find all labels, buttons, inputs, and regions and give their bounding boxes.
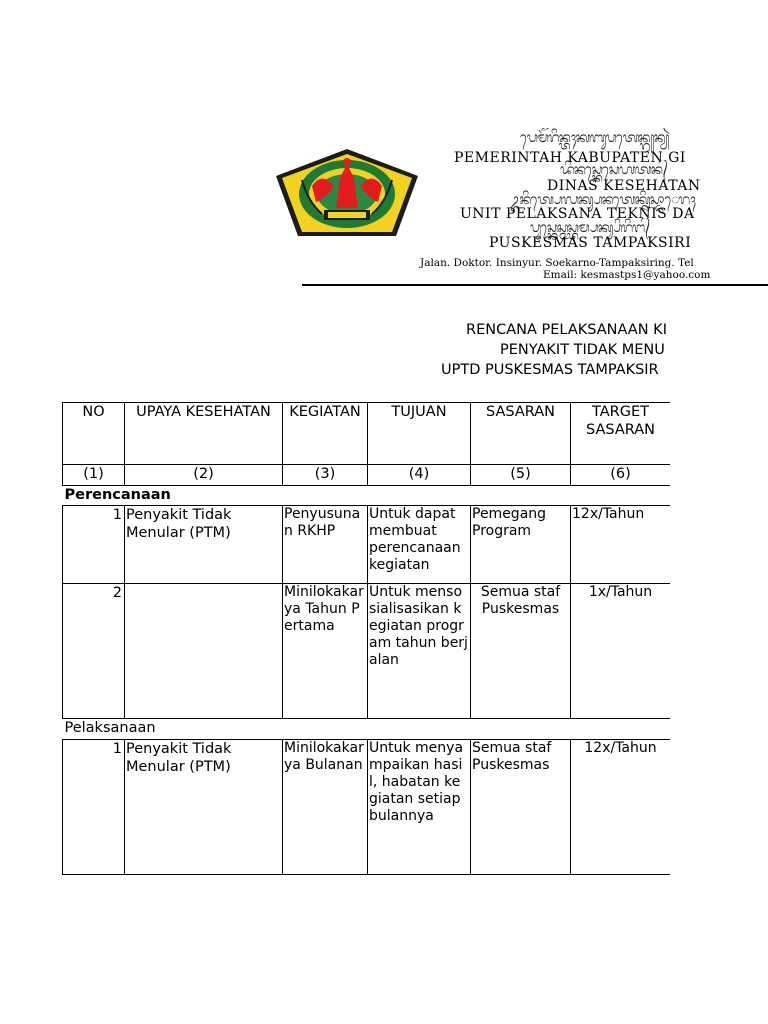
title-line-1: RENCANA PELAKSANAAN KI	[466, 322, 667, 338]
letterhead-email: Email: kesmastps1@yahoo.com	[543, 269, 711, 281]
balinese-script-line: ᬧᬸᬲ᭄ᬓᬾᬲ᭄ᬫᬲ᭄ᬢᬫ᭄ᬧᬓ᭄ᬲᬶᬭᬶᬗ᭄	[530, 220, 650, 236]
header-kegiatan: KEGIATAN	[283, 403, 368, 465]
section-row	[63, 719, 671, 740]
cell-sasaran: Semua staf Puskesmas	[471, 740, 571, 875]
number-cell: (1)	[63, 465, 125, 486]
cell-target: 1x/Tahun	[571, 584, 671, 719]
government-emblem-logo	[272, 146, 422, 238]
header-target: TARGET SASARAN	[571, 403, 671, 465]
number-cell: (4)	[368, 465, 471, 486]
balinese-script-line: ᬉᬦᬶᬢ᭄ᬧᬾᬮᬓ᭄ᬲᬦᬢᬾᬓ᭄ᬦᬶᬲ᭄ᬤᬵᬾᬭᬄ	[510, 192, 696, 208]
number-cell: (2)	[125, 465, 283, 486]
letterhead-government: PEMERINTAH KABUPATEN GI	[454, 150, 686, 166]
table-row	[63, 506, 671, 584]
letterhead-rule	[302, 284, 768, 286]
letterhead-puskesmas: PUSKESMAS TAMPAKSIRI	[489, 235, 692, 251]
letterhead-department: DINAS KESEHATAN	[547, 178, 701, 194]
cell-kegiatan: Penyusunan RKHP	[283, 506, 368, 584]
letterhead	[0, 0, 768, 300]
section-pelaksanaan: Pelaksanaan	[64, 720, 156, 736]
header-sasaran: SASARAN	[471, 403, 571, 465]
cell-tujuan: Untuk dapat membuat perencanaan kegiatan	[368, 506, 471, 584]
cell-no: 1	[63, 740, 125, 875]
balinese-script-line: ᬧᬾᬫᭂᬭᬶᬦ᭄ᬢᬄᬓᬩᬸᬧᬢᬾᬦ᭄ᬕ᭄ᬬᬦ᭄ᬬᬃ	[520, 130, 669, 146]
header-no: NO	[63, 403, 125, 465]
cell-target: 12x/Tahun	[571, 740, 671, 875]
table-row	[63, 740, 671, 875]
number-cell: (5)	[471, 465, 571, 486]
cell-tujuan: Untuk mensosialisasikan kegiatan program tahun berjalan	[368, 584, 471, 719]
letterhead-address: Jalan. Doktor. Insinyur. Soekarno-Tampaksiring. Tel	[420, 257, 694, 269]
cell-sasaran: Semua staf Puskesmas	[471, 584, 571, 719]
table-header-row	[63, 403, 671, 465]
balinese-script-line: ᬤᬶᬦᬲ᭄ᬓᬾᬲᬾᬳᬢᬦ᭄	[560, 162, 667, 178]
number-cell: (6)	[571, 465, 671, 486]
cell-kegiatan: Minilokakarya Tahun Pertama	[283, 584, 368, 719]
cell-tujuan: Untuk menyampaikan hasil, habatan kegiatan setiap bulannya	[368, 740, 471, 875]
table-row	[63, 584, 671, 719]
table-number-row	[63, 465, 671, 486]
cell-no: 1	[63, 506, 125, 584]
title-line-2: PENYAKIT TIDAK MENU	[500, 342, 665, 358]
section-perencanaan: Perencanaan	[64, 487, 171, 503]
cell-target: 12x/Tahun	[571, 506, 671, 584]
cell-upaya: Penyakit Tidak Menular (PTM)	[125, 506, 283, 584]
header-tujuan: TUJUAN	[368, 403, 471, 465]
title-line-3: UPTD PUSKESMAS TAMPAKSIR	[441, 362, 659, 378]
cell-no: 2	[63, 584, 125, 719]
plan-table-sheet	[62, 402, 670, 882]
cell-kegiatan: Minilokakarya Bulanan	[283, 740, 368, 875]
cell-upaya: Penyakit Tidak Menular (PTM)	[125, 740, 283, 875]
number-cell: (3)	[283, 465, 368, 486]
letterhead-unit: UNIT PELAKSANA TEKNIS DA	[460, 206, 695, 222]
cell-sasaran: Pemegang Program	[471, 506, 571, 584]
cell-upaya	[125, 584, 283, 719]
section-row	[63, 486, 671, 506]
header-upaya: UPAYA KESEHATAN	[125, 403, 283, 465]
plan-table	[62, 402, 670, 875]
